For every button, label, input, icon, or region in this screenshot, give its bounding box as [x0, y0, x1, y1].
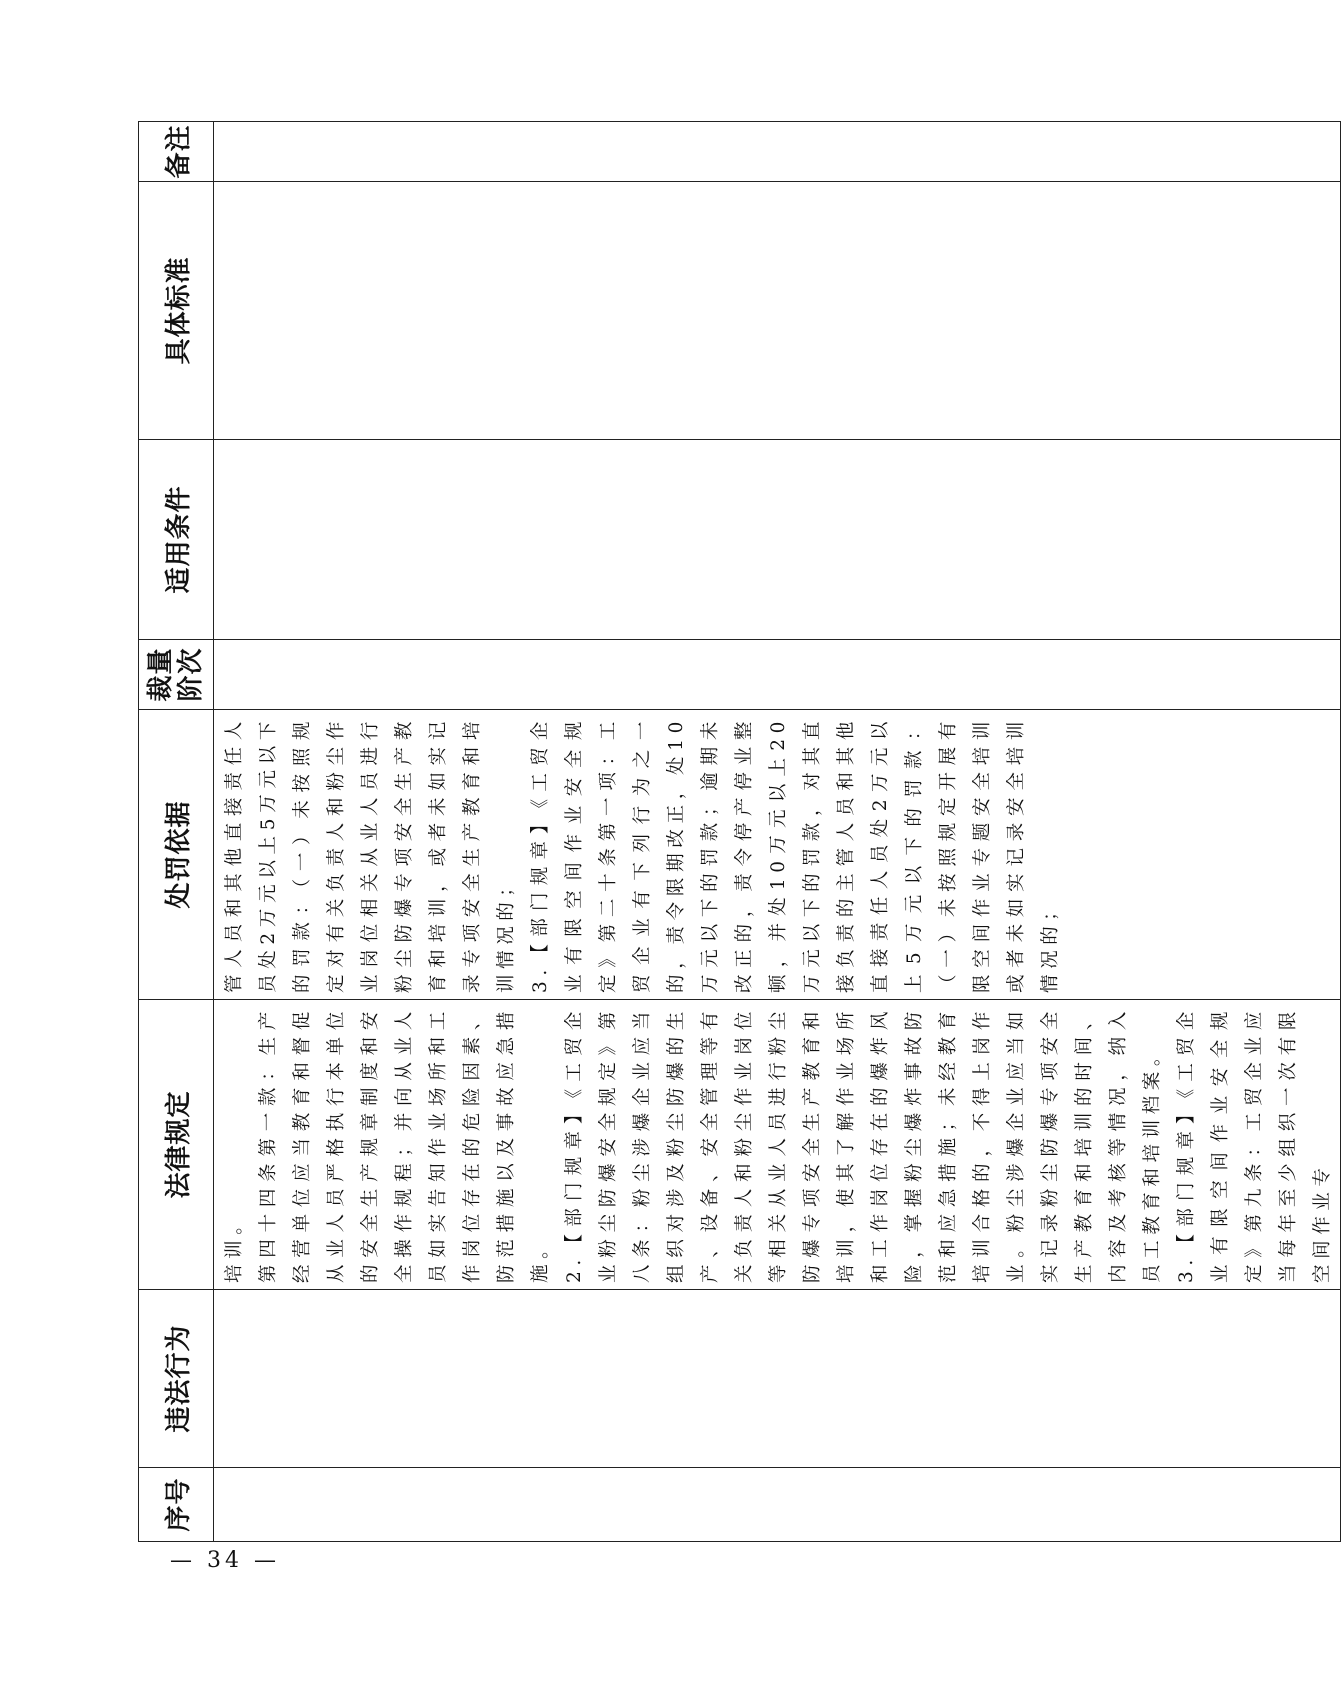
header-violation: 违法行为 [139, 1290, 214, 1468]
cell-remarks [214, 122, 1341, 182]
penalty-paragraph: 管人员和其他直接责任人员处2万元以上5万元以下的罚款：（一）未按照规定对有关负责人和粉尘作业岗位相关从业人员进行粉尘防爆专项安全生产教育和培训，或者未如实记录专项安全生产教育和培训情况的； [224, 716, 517, 993]
header-remarks: 备注 [139, 122, 214, 182]
legal-paragraph: 第四十四条第一款：生产经营单位应当教育和督促从业人员严格执行本单位的安全生产规章制度和安全操作规程；并向从业人员如实告知作业场所和工作岗位存在的危险因素、防范措施以及事故应急措施。 [258, 1006, 551, 1283]
cell-discretion-level [214, 640, 1341, 710]
legal-paragraph: 培训。 [224, 1210, 245, 1283]
penalty-paragraph: 3.【部门规章】《工贸企业有限空间作业安全规定》第二十条第一项：工贸企业有下列行为之一的，责令限期改正，处10万元以下的罚款；逾期未改正的，责令停产停业整顿，并处10万元以上20万元以下的罚款，对其直接负责的主管人员和其他直接责任人员处2万元以上5万元以下的罚款：（一）未按照规定开展有限空间作业专题安全培训或者未如实记录安全培训情况的； [530, 716, 1061, 993]
header-penalty-basis: 处罚依据 [139, 710, 214, 1000]
cell-seq [214, 1468, 1341, 1542]
header-standard: 具体标准 [139, 182, 214, 440]
cell-standard [214, 182, 1341, 440]
header-seq: 序号 [139, 1468, 214, 1542]
table-header-row [139, 122, 214, 1542]
legal-paragraph: 3.【部门规章】《工贸企业有限空间作业安全规定》第九条：工贸企业应当每年至少组织一次有限空间作业专 [1176, 1006, 1333, 1283]
cell-legal-provision [214, 1000, 1341, 1290]
page-number: — 34 — [170, 1548, 280, 1573]
cell-violation [214, 1290, 1341, 1468]
header-legal-provision: 法律规定 [139, 1000, 214, 1290]
cell-penalty-basis [214, 710, 1341, 1000]
header-conditions: 适用条件 [139, 440, 214, 640]
cell-conditions [214, 440, 1341, 640]
legal-paragraph: 2.【部门规章】《工贸企业粉尘防爆安全规定》第八条：粉尘涉爆企业应当组织对涉及粉尘防爆的生产、设备、安全管理等有关负责人和粉尘作业岗位等相关从业人员进行粉尘防爆专项安全生产教育和培训，使其了解作业场所和工作岗位存在的爆炸风险，掌握粉尘爆炸事故防范和应急措施；未经教育培训合格的，不得上岗作业。粉尘涉爆企业应当如实记录粉尘防爆专项安全生产教育和培训的时间、内容及考核等情况，纳入员工教育和培训档案。 [564, 1006, 1163, 1283]
penalty-discretion-table [138, 121, 1341, 1542]
table-row [214, 122, 1341, 1542]
rotated-table-container [138, 122, 1333, 1542]
header-discretion-level: 裁量阶次 [139, 640, 214, 710]
